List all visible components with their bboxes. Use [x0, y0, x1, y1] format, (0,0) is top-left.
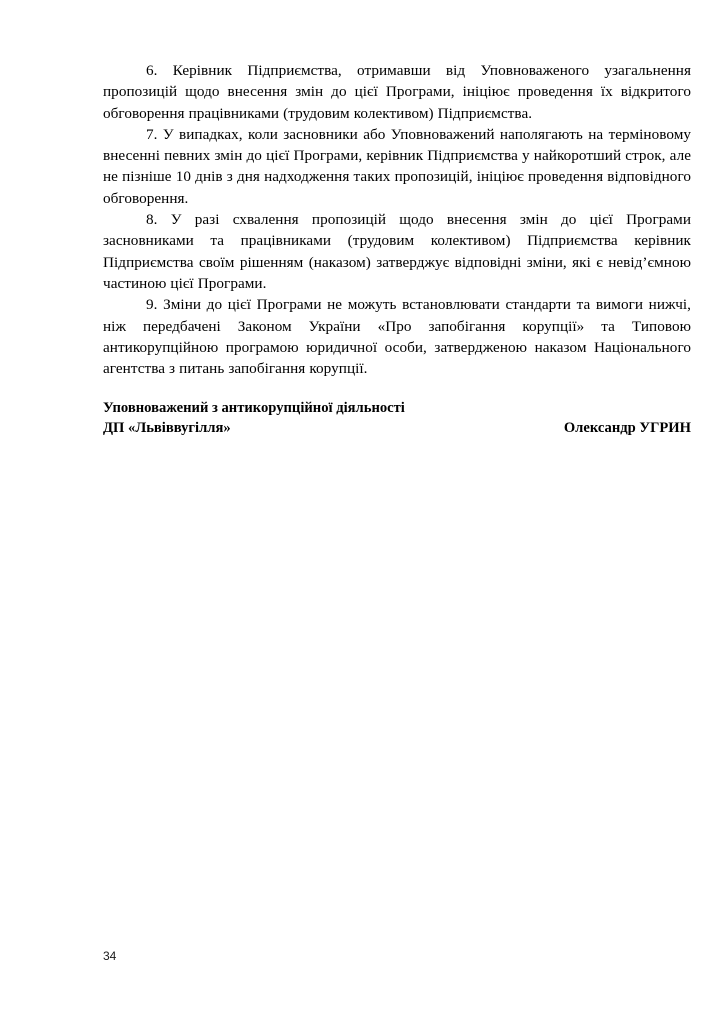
signature-block — [103, 398, 691, 438]
paragraph-8: 8. У разі схвалення пропозицій щодо внесення змін до цієї Програми засновниками та працівниками (трудовим колективом) Підприємства керівник Підприємства своїм рішенням (наказом) затверджує відповідні зміни, які є невід’ємною частиною цієї Програми. — [103, 211, 691, 292]
signatory-name: Олександр УГРИН — [563, 420, 691, 436]
signature-row — [103, 418, 691, 438]
signatory-title: Уповноважений з антикорупційної діяльності — [103, 400, 405, 416]
paragraph-7: 7. У випадках, коли засновники або Уповноважений наполягають на терміновому внесенні певних змін до цієї Програми, керівник Підприємства у найкоротший строк, але не пізніше 10 днів з дня надходження таких пропозицій, ініціює проведення відповідного обговорення. — [103, 125, 691, 207]
paragraph-6: 6. Керівник Підприємства, отримавши від Уповноваженого узагальнення пропозицій щодо внесення змін до цієї Програми, ініціює проведення їх відкритого обговорення працівниками (трудовим колективом) Підприємства. — [103, 62, 691, 122]
document-body — [103, 60, 691, 379]
paragraph-9: 9. Зміни до цієї Програми не можуть встановлювати стандарти та вимоги нижчі, ніж передбачені Законом України «Про запобігання корупції» та Типовою антикорупційною програмою юридичної особи, затвердженою наказом Національного агентства з питань запобігання корупції. — [103, 296, 691, 378]
page-number: 34 — [103, 949, 117, 963]
signatory-organization: ДП «Львіввугілля» — [103, 420, 231, 436]
